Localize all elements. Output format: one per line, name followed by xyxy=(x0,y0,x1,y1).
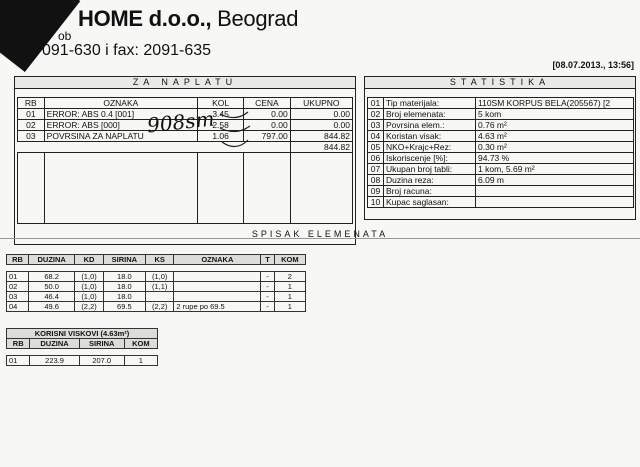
stat-row: 06 Iskoriscenje [%]: 94.73 % xyxy=(368,153,634,164)
table-row: 03 46.4 (1,0) 18.0 - 1 xyxy=(7,292,306,302)
statistika-panel xyxy=(364,76,636,220)
viskovi-title-row: KORISNI VISKOVI (4.63m²) xyxy=(7,329,158,339)
stat-row: 09 Broj racuna: xyxy=(368,186,634,197)
cell-kol: 3.45 xyxy=(197,109,243,120)
za-naplatu-panel xyxy=(14,76,356,245)
col-oznaka: OZNAKA xyxy=(44,98,197,109)
table-row: 01 68.2 (1,0) 18.0 (1,0) - 2 xyxy=(7,272,306,282)
cell-cena: 0.00 xyxy=(244,109,290,120)
grand-total: 844.82 xyxy=(290,142,352,153)
total-row xyxy=(18,142,353,153)
cell-kol: 1.06 xyxy=(197,131,243,142)
empty-row xyxy=(18,153,353,224)
phone-fax: 091-630 i fax: 2091-635 xyxy=(42,42,212,59)
address-fragment: ob xyxy=(58,29,72,43)
spisak-title: SPISAK ELEMENATA xyxy=(251,229,389,239)
handwritten-note: 908sm xyxy=(145,106,216,138)
stat-row: 01 Tip materijala: 110SM KORPUS BELA(205567) [2 xyxy=(368,98,634,109)
cell-oznaka: ERROR: ABS 0.4 [001] xyxy=(44,109,197,120)
spacer-row xyxy=(7,349,158,356)
cell-ukupno: 844.82 xyxy=(290,131,352,142)
cell-cena: 0.00 xyxy=(244,120,290,131)
table-row: 02 50.0 (1,0) 18.0 (1,1) - 1 xyxy=(7,282,306,292)
cell-rb: 02 xyxy=(18,120,45,131)
col-kol: KOL xyxy=(197,98,243,109)
divider xyxy=(0,238,640,239)
stat-row: 10 Kupac saglasan: xyxy=(368,197,634,208)
cell-ukupno: 0.00 xyxy=(290,109,352,120)
cell-kol: 2.58 xyxy=(197,120,243,131)
col-ukupno: UKUPNO xyxy=(290,98,352,109)
table-header-row: RB DUZINA SIRINA KOM xyxy=(7,339,158,349)
cell-rb: 01 xyxy=(18,109,45,120)
cell-ukupno: 0.00 xyxy=(290,120,352,131)
cell-cena: 797.00 xyxy=(244,131,290,142)
stat-row: 02 Broj elemenata: 5 kom xyxy=(368,109,634,120)
viskovi-table xyxy=(6,328,158,366)
stat-row: 07 Ukupan broj tabli: 1 kom, 5.69 m² xyxy=(368,164,634,175)
stat-row: 03 Povrsina elem.: 0.76 m² xyxy=(368,120,634,131)
za-naplatu-title: ZA NAPLATU xyxy=(15,76,355,89)
print-date: [08.07.2013., 13:56] xyxy=(552,60,634,70)
checkmark-marks xyxy=(218,106,278,156)
cell-oznaka: ERROR: ABS [000] xyxy=(44,120,197,131)
cell-rb: 03 xyxy=(18,131,45,142)
stat-row: 08 Duzina reza: 6.09 m xyxy=(368,175,634,186)
col-rb: RB xyxy=(18,98,45,109)
company-name xyxy=(78,6,298,32)
cell-oznaka: POVRSINA ZA NAPLATU xyxy=(44,131,197,142)
spisak-table xyxy=(6,254,306,312)
stat-row: 05 NKO+Krajc+Rez: 0.30 m² xyxy=(368,142,634,153)
statistika-table xyxy=(367,97,634,208)
company-label: HOME d.o.o., xyxy=(78,6,212,31)
table-header-row: RB DUZINA KD SIRINA KS OZNAKA T KOM xyxy=(7,255,306,265)
company-city: Beograd xyxy=(217,6,299,31)
col-cena: CENA xyxy=(244,98,290,109)
statistika-title: STATISTIKA xyxy=(365,76,635,89)
spacer-row xyxy=(7,265,306,272)
table-row: 01 223.9 207.0 1 xyxy=(7,356,158,366)
stat-row: 04 Koristan visak: 4.63 m² xyxy=(368,131,634,142)
table-row: 04 49.6 (2,2) 69.5 (2,2) 2 rupe po 69.5 - 1 xyxy=(7,302,306,312)
table-header-row xyxy=(18,98,353,109)
